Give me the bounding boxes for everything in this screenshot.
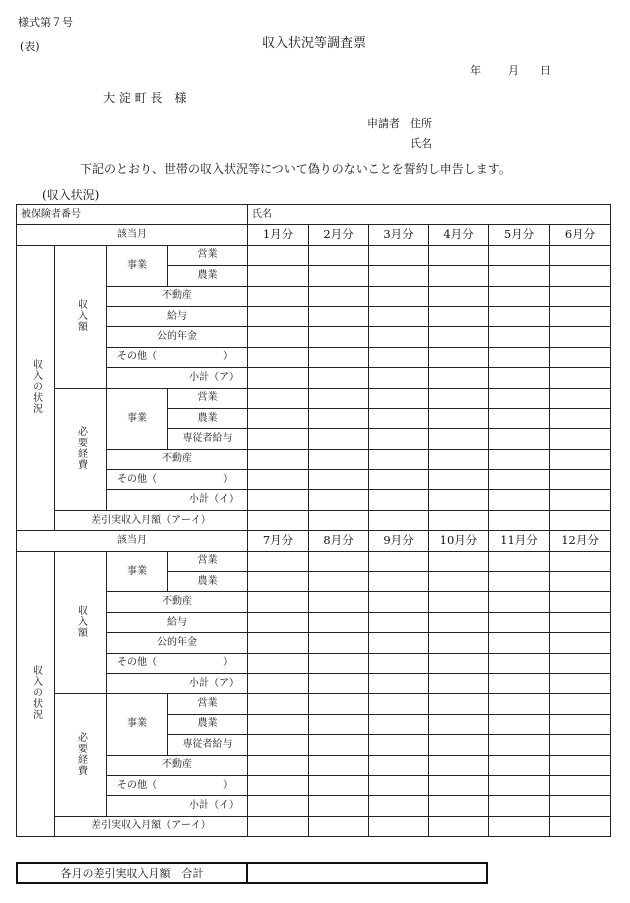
entry-cell[interactable] — [429, 306, 489, 326]
entry-cell[interactable] — [550, 775, 611, 795]
entry-cell[interactable] — [309, 306, 369, 326]
table-row — [17, 388, 611, 408]
entry-cell[interactable] — [429, 347, 489, 367]
section-heading: (収入状況) — [42, 188, 100, 202]
entry-cell[interactable] — [248, 714, 309, 734]
entry-cell[interactable] — [550, 286, 611, 306]
entry-cell[interactable] — [248, 653, 309, 673]
entry-cell[interactable] — [489, 633, 550, 653]
entry-cell[interactable] — [489, 306, 550, 326]
income-group-label: 収入額 — [55, 551, 107, 694]
address-label: 住所 — [410, 117, 432, 130]
month-header-cell: 4月分 — [429, 225, 489, 245]
entry-cell[interactable] — [429, 510, 489, 530]
entry-cell[interactable] — [550, 755, 611, 775]
entry-cell[interactable] — [429, 470, 489, 490]
entry-cell[interactable] — [550, 653, 611, 673]
entry-cell[interactable] — [369, 286, 429, 306]
entry-cell[interactable] — [248, 694, 309, 714]
entry-cell[interactable] — [369, 694, 429, 714]
business-label: 事業 — [107, 694, 168, 755]
entry-cell[interactable] — [309, 592, 369, 612]
entry-cell[interactable] — [550, 347, 611, 367]
entry-cell[interactable] — [550, 510, 611, 530]
salary-label: 給与 — [107, 306, 248, 326]
entry-cell[interactable] — [369, 490, 429, 510]
family-salary-label: 専従者給与 — [168, 735, 248, 755]
entry-cell[interactable] — [550, 673, 611, 693]
entry-cell[interactable] — [309, 408, 369, 428]
entry-cell[interactable] — [429, 694, 489, 714]
table-row — [17, 775, 611, 795]
entry-cell[interactable] — [489, 673, 550, 693]
entry-cell[interactable] — [369, 592, 429, 612]
entry-cell[interactable] — [550, 592, 611, 612]
agri-label: 農業 — [168, 408, 248, 428]
entry-cell[interactable] — [489, 592, 550, 612]
entry-cell[interactable] — [309, 327, 369, 347]
entry-cell[interactable] — [429, 551, 489, 571]
entry-cell[interactable] — [309, 551, 369, 571]
entry-cell[interactable] — [248, 266, 309, 286]
table-row — [17, 347, 611, 367]
entry-cell[interactable] — [489, 572, 550, 592]
entry-cell[interactable] — [489, 755, 550, 775]
entry-cell[interactable] — [489, 245, 550, 265]
entry-cell[interactable] — [429, 286, 489, 306]
entry-cell[interactable] — [429, 245, 489, 265]
net-income-label: 差引実収入月額（アーイ） — [55, 510, 248, 530]
date-day-label: 日 — [540, 64, 551, 77]
entry-cell[interactable] — [369, 429, 429, 449]
entry-cell[interactable] — [309, 673, 369, 693]
entry-cell[interactable] — [429, 490, 489, 510]
entry-cell[interactable] — [550, 796, 611, 816]
table-row — [17, 612, 611, 632]
entry-cell[interactable] — [489, 347, 550, 367]
table-row — [17, 245, 611, 265]
entry-cell[interactable] — [248, 735, 309, 755]
business-label: 事業 — [107, 551, 168, 592]
entry-cell[interactable] — [429, 775, 489, 795]
entry-cell[interactable] — [550, 735, 611, 755]
entry-cell[interactable] — [309, 510, 369, 530]
month-header-row — [17, 531, 611, 551]
entry-cell[interactable] — [369, 796, 429, 816]
entry-cell[interactable] — [248, 245, 309, 265]
entry-cell[interactable] — [248, 816, 309, 836]
entry-cell[interactable] — [248, 388, 309, 408]
entry-cell[interactable] — [429, 816, 489, 836]
business-label: 事業 — [107, 245, 168, 286]
entry-cell[interactable] — [309, 775, 369, 795]
entry-cell[interactable] — [248, 408, 309, 428]
expense-group-label: 必要経費 — [55, 694, 107, 816]
month-header-row — [17, 225, 611, 245]
entry-cell[interactable] — [550, 408, 611, 428]
other-income-label: その他（ ） — [107, 653, 248, 673]
table-row — [17, 653, 611, 673]
expense-group-label: 必要経費 — [55, 388, 107, 510]
table-row — [17, 510, 611, 530]
business-label: 事業 — [107, 388, 168, 449]
entry-cell[interactable] — [550, 306, 611, 326]
entry-cell[interactable] — [550, 245, 611, 265]
entry-cell[interactable] — [489, 266, 550, 286]
entry-cell[interactable] — [489, 388, 550, 408]
entry-cell[interactable] — [309, 633, 369, 653]
entry-cell[interactable] — [369, 551, 429, 571]
month-header-cell: 12月分 — [550, 531, 611, 551]
table-row — [17, 327, 611, 347]
month-header-cell: 5月分 — [489, 225, 550, 245]
table-row — [17, 205, 611, 225]
entry-cell[interactable] — [309, 429, 369, 449]
entry-cell[interactable] — [429, 633, 489, 653]
entry-cell[interactable] — [309, 572, 369, 592]
entry-cell[interactable] — [248, 633, 309, 653]
entry-cell[interactable] — [550, 551, 611, 571]
name-cell-label: 氏名 — [248, 205, 611, 225]
table-row — [17, 694, 611, 714]
table-row — [17, 755, 611, 775]
entry-cell[interactable] — [309, 735, 369, 755]
agri-label: 農業 — [168, 572, 248, 592]
form-number: 様式第７号 — [18, 16, 73, 29]
table-row — [17, 449, 611, 469]
sales-label: 営業 — [168, 388, 248, 408]
entry-cell[interactable] — [309, 755, 369, 775]
entry-cell[interactable] — [309, 449, 369, 469]
entry-cell[interactable] — [429, 755, 489, 775]
real-estate-label: 不動産 — [107, 755, 248, 775]
entry-cell[interactable] — [489, 286, 550, 306]
entry-cell[interactable] — [369, 612, 429, 632]
entry-cell[interactable] — [369, 714, 429, 734]
table-row — [17, 551, 611, 571]
entry-cell[interactable] — [429, 592, 489, 612]
income-group-label: 収入額 — [55, 245, 107, 388]
entry-cell[interactable] — [489, 327, 550, 347]
status-group-label: 収入の状況 — [17, 551, 55, 836]
entry-cell[interactable] — [550, 572, 611, 592]
month-header-cell: 11月分 — [489, 531, 550, 551]
entry-cell[interactable] — [309, 245, 369, 265]
entry-cell[interactable] — [248, 612, 309, 632]
date-year-label: 年 — [470, 64, 481, 77]
entry-cell[interactable] — [550, 327, 611, 347]
entry-cell[interactable] — [309, 816, 369, 836]
entry-cell[interactable] — [489, 816, 550, 836]
month-header-label: 該当月 — [17, 531, 248, 551]
entry-cell[interactable] — [550, 266, 611, 286]
entry-cell[interactable] — [309, 796, 369, 816]
entry-cell[interactable] — [429, 266, 489, 286]
subtotal-i-label: 小計（イ） — [107, 490, 248, 510]
income-status-table — [16, 204, 611, 837]
entry-cell[interactable] — [429, 653, 489, 673]
entry-cell[interactable] — [429, 429, 489, 449]
other-expense-label: その他（ ） — [107, 775, 248, 795]
entry-cell[interactable] — [369, 755, 429, 775]
entry-cell[interactable] — [489, 510, 550, 530]
entry-cell[interactable] — [429, 673, 489, 693]
sales-label: 営業 — [168, 245, 248, 265]
entry-cell[interactable] — [309, 388, 369, 408]
entry-cell[interactable] — [429, 714, 489, 734]
salary-label: 給与 — [107, 612, 248, 632]
annual-total-box — [16, 862, 488, 884]
entry-cell[interactable] — [248, 490, 309, 510]
subtotal-a-label: 小計（ア） — [107, 368, 248, 388]
entry-cell[interactable] — [429, 449, 489, 469]
entry-cell[interactable] — [369, 673, 429, 693]
entry-cell[interactable] — [248, 368, 309, 388]
subtotal-i-label: 小計（イ） — [107, 796, 248, 816]
entry-cell[interactable] — [550, 388, 611, 408]
entry-cell[interactable] — [248, 572, 309, 592]
table-row — [17, 470, 611, 490]
agri-label: 農業 — [168, 266, 248, 286]
other-expense-label: その他（ ） — [107, 470, 248, 490]
month-header-cell: 7月分 — [248, 531, 309, 551]
entry-cell[interactable] — [489, 612, 550, 632]
side-indicator: (表) — [20, 40, 40, 53]
addressee: 大 淀 町 長 様 — [103, 91, 187, 105]
entry-cell[interactable] — [248, 347, 309, 367]
entry-cell[interactable] — [550, 612, 611, 632]
entry-cell[interactable] — [248, 286, 309, 306]
entry-cell[interactable] — [309, 490, 369, 510]
entry-cell[interactable] — [369, 388, 429, 408]
entry-cell[interactable] — [489, 490, 550, 510]
table-row — [17, 673, 611, 693]
entry-cell[interactable] — [550, 368, 611, 388]
entry-cell[interactable] — [550, 490, 611, 510]
net-income-label: 差引実収入月額（アーイ） — [55, 816, 248, 836]
month-header-cell: 9月分 — [369, 531, 429, 551]
insured-number-label: 被保険者番号 — [17, 205, 248, 225]
entry-cell[interactable] — [248, 429, 309, 449]
entry-cell[interactable] — [309, 612, 369, 632]
entry-cell[interactable] — [550, 714, 611, 734]
month-header-cell: 3月分 — [369, 225, 429, 245]
month-header-cell: 8月分 — [309, 531, 369, 551]
table-row — [17, 286, 611, 306]
entry-cell[interactable] — [248, 551, 309, 571]
entry-cell[interactable] — [429, 408, 489, 428]
month-header-label: 該当月 — [17, 225, 248, 245]
entry-cell[interactable] — [248, 306, 309, 326]
entry-cell[interactable] — [489, 449, 550, 469]
month-header-cell: 2月分 — [309, 225, 369, 245]
month-header-cell: 1月分 — [248, 225, 309, 245]
entry-cell[interactable] — [369, 306, 429, 326]
table-row — [17, 796, 611, 816]
entry-cell[interactable] — [309, 347, 369, 367]
entry-cell[interactable] — [429, 327, 489, 347]
sales-label: 営業 — [168, 551, 248, 571]
entry-cell[interactable] — [489, 551, 550, 571]
entry-cell[interactable] — [489, 653, 550, 673]
entry-cell[interactable] — [429, 735, 489, 755]
entry-cell[interactable] — [429, 612, 489, 632]
entry-cell[interactable] — [309, 470, 369, 490]
entry-cell[interactable] — [369, 266, 429, 286]
entry-cell[interactable] — [309, 653, 369, 673]
entry-cell[interactable] — [429, 572, 489, 592]
entry-cell[interactable] — [550, 470, 611, 490]
pension-label: 公的年金 — [107, 633, 248, 653]
entry-cell[interactable] — [369, 245, 429, 265]
entry-cell[interactable] — [309, 266, 369, 286]
status-group-label: 収入の状況 — [17, 245, 55, 530]
entry-cell[interactable] — [489, 408, 550, 428]
date-month-label: 月 — [508, 64, 519, 77]
table-row — [17, 816, 611, 836]
month-header-cell: 10月分 — [429, 531, 489, 551]
declaration-text: 下記のとおり、世帯の収入状況等について偽りのないことを誓約し申告します。 — [80, 162, 511, 176]
entry-cell[interactable] — [489, 470, 550, 490]
real-estate-label: 不動産 — [107, 592, 248, 612]
real-estate-label: 不動産 — [107, 449, 248, 469]
real-estate-label: 不動産 — [107, 286, 248, 306]
entry-cell[interactable] — [369, 572, 429, 592]
entry-cell[interactable] — [369, 449, 429, 469]
entry-cell[interactable] — [489, 735, 550, 755]
entry-cell[interactable] — [369, 653, 429, 673]
page-title: 収入状況等調査票 — [262, 36, 367, 51]
table-row — [17, 633, 611, 653]
entry-cell[interactable] — [248, 775, 309, 795]
entry-cell[interactable] — [489, 796, 550, 816]
table-row — [17, 306, 611, 326]
entry-cell[interactable] — [550, 429, 611, 449]
entry-cell[interactable] — [248, 673, 309, 693]
other-income-label: その他（ ） — [107, 347, 248, 367]
entry-cell[interactable] — [550, 633, 611, 653]
entry-cell[interactable] — [369, 408, 429, 428]
entry-cell[interactable] — [309, 714, 369, 734]
table-row — [17, 490, 611, 510]
entry-cell[interactable] — [248, 449, 309, 469]
sales-label: 営業 — [168, 694, 248, 714]
entry-cell[interactable] — [489, 714, 550, 734]
entry-cell[interactable] — [489, 775, 550, 795]
entry-cell[interactable] — [550, 449, 611, 469]
agri-label: 農業 — [168, 714, 248, 734]
table-row — [17, 592, 611, 612]
entry-cell[interactable] — [369, 347, 429, 367]
entry-cell[interactable] — [369, 470, 429, 490]
entry-cell[interactable] — [309, 368, 369, 388]
annual-total-label: 各月の差引実収入月額 合計 — [18, 864, 248, 882]
entry-cell[interactable] — [248, 592, 309, 612]
applicant-label: 申請者 — [367, 117, 400, 130]
entry-cell[interactable] — [429, 388, 489, 408]
annual-total-value[interactable] — [248, 864, 486, 882]
entry-cell[interactable] — [369, 510, 429, 530]
entry-cell[interactable] — [369, 368, 429, 388]
entry-cell[interactable] — [489, 429, 550, 449]
entry-cell[interactable] — [429, 796, 489, 816]
entry-cell[interactable] — [550, 816, 611, 836]
entry-cell[interactable] — [369, 775, 429, 795]
name-label: 氏名 — [410, 137, 432, 150]
entry-cell[interactable] — [369, 816, 429, 836]
entry-cell[interactable] — [248, 796, 309, 816]
entry-cell[interactable] — [550, 694, 611, 714]
subtotal-a-label: 小計（ア） — [107, 673, 248, 693]
entry-cell[interactable] — [248, 755, 309, 775]
entry-cell[interactable] — [489, 694, 550, 714]
family-salary-label: 専従者給与 — [168, 429, 248, 449]
entry-cell[interactable] — [369, 327, 429, 347]
entry-cell[interactable] — [248, 327, 309, 347]
pension-label: 公的年金 — [107, 327, 248, 347]
entry-cell[interactable] — [248, 470, 309, 490]
entry-cell[interactable] — [248, 510, 309, 530]
entry-cell[interactable] — [309, 286, 369, 306]
entry-cell[interactable] — [489, 368, 550, 388]
entry-cell[interactable] — [429, 368, 489, 388]
entry-cell[interactable] — [369, 735, 429, 755]
entry-cell[interactable] — [369, 633, 429, 653]
month-header-cell: 6月分 — [550, 225, 611, 245]
entry-cell[interactable] — [309, 694, 369, 714]
table-row — [17, 368, 611, 388]
